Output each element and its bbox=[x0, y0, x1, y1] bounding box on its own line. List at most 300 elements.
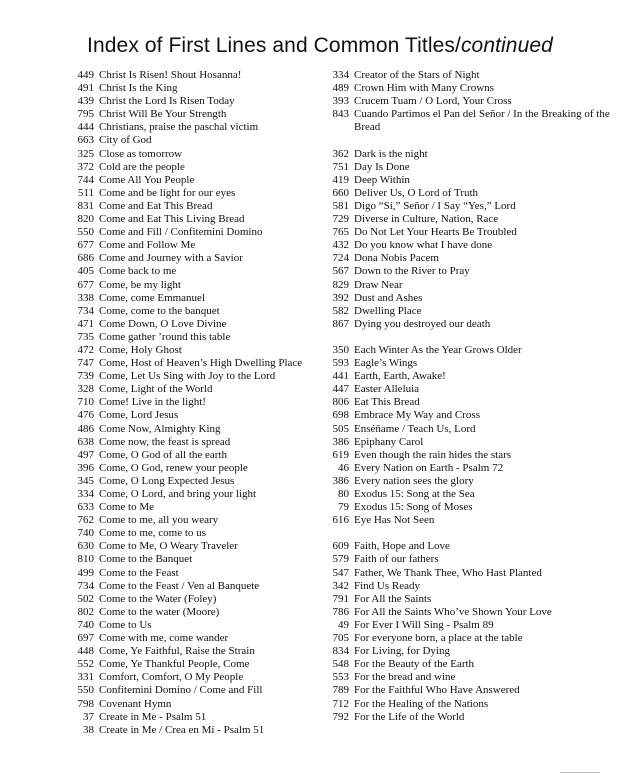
hymn-title: Crown Him with Many Crowns bbox=[354, 82, 494, 95]
index-entry bbox=[315, 580, 635, 593]
hymn-title: Come to Me, O Weary Traveler bbox=[99, 540, 238, 553]
hymn-number: 789 bbox=[332, 684, 349, 697]
index-entry bbox=[60, 580, 310, 593]
hymn-title: Epiphany Carol bbox=[354, 435, 424, 448]
hymn-number: 579 bbox=[332, 553, 349, 566]
hymn-number: 747 bbox=[77, 357, 94, 370]
hymn-title: For Ever I Will Sing - Psalm 89 bbox=[354, 618, 494, 631]
hymn-title: Create in Me - Psalm 51 bbox=[99, 710, 207, 723]
hymn-number: 393 bbox=[332, 95, 349, 108]
hymn-title: For the bread and wine bbox=[354, 671, 456, 684]
hymn-title: Come Down, O Love Divine bbox=[99, 317, 227, 330]
hymn-title: Confitemini Domino / Come and Fill bbox=[99, 684, 263, 697]
hymn-number: 548 bbox=[332, 658, 349, 671]
index-entry bbox=[315, 711, 635, 724]
hymn-number: 567 bbox=[332, 265, 349, 278]
hymn-number: 476 bbox=[77, 409, 94, 422]
hymn-title: Eat This Bread bbox=[354, 396, 420, 409]
index-entry bbox=[60, 645, 310, 658]
hymn-title: City of God bbox=[99, 134, 152, 147]
hymn-number: 350 bbox=[332, 343, 349, 356]
hymn-title: For Living, for Dying bbox=[354, 645, 450, 658]
hymn-number: 491 bbox=[77, 82, 94, 95]
index-entry bbox=[60, 658, 310, 671]
index-entry bbox=[315, 632, 635, 645]
hymn-title: For everyone born, a place at the table bbox=[354, 632, 523, 645]
index-entry bbox=[60, 436, 310, 449]
hymn-number: 795 bbox=[77, 108, 94, 121]
hymn-number: 619 bbox=[332, 448, 349, 461]
title-continued: continued bbox=[460, 34, 553, 57]
hymn-number: 831 bbox=[77, 199, 94, 212]
hymn-title: Christ the Lord Is Risen Today bbox=[99, 95, 235, 108]
hymn-title: For the Life of the World bbox=[354, 710, 465, 723]
hymn-title: Eye Has Not Seen bbox=[354, 514, 435, 527]
index-entry bbox=[60, 396, 310, 409]
hymn-number: 345 bbox=[77, 474, 94, 487]
index-entry bbox=[60, 593, 310, 606]
hymn-title: Come, Holy Ghost bbox=[99, 343, 182, 356]
hymn-title: For the Faithful Who Have Answered bbox=[354, 684, 520, 697]
hymn-number: 471 bbox=[77, 317, 94, 330]
index-entry bbox=[60, 161, 310, 174]
hymn-number: 751 bbox=[332, 160, 349, 173]
index-entry bbox=[60, 449, 310, 462]
hymn-number: 432 bbox=[332, 239, 349, 252]
hymn-number: 829 bbox=[332, 278, 349, 291]
hymn-title: Exodus 15: Song of Moses bbox=[354, 501, 473, 514]
hymn-number: 511 bbox=[77, 186, 94, 199]
hymn-title: Come Now, Almighty King bbox=[99, 422, 221, 435]
hymn-title: Every Nation on Earth - Psalm 72 bbox=[354, 461, 504, 474]
hymn-number: 46 bbox=[338, 461, 349, 474]
footer-rule bbox=[560, 772, 600, 773]
hymn-title: Diverse in Culture, Nation, Race bbox=[354, 213, 499, 226]
hymn-number: 499 bbox=[77, 566, 94, 579]
index-entry bbox=[60, 606, 310, 619]
hymn-number: 505 bbox=[332, 422, 349, 435]
index-column-left bbox=[60, 69, 310, 737]
hymn-title: Come and be light for our eyes bbox=[99, 186, 236, 199]
hymn-title: Every nation sees the glory bbox=[354, 474, 474, 487]
hymn-title: Earth, Earth, Awake! bbox=[354, 370, 446, 383]
index-entry bbox=[315, 318, 635, 331]
hymn-number: 334 bbox=[77, 488, 94, 500]
hymn-number: 609 bbox=[332, 540, 349, 553]
hymn-title: Christ Is the King bbox=[99, 82, 178, 95]
hymn-number: 37 bbox=[83, 710, 94, 723]
hymn-title: Come! Live in the light! bbox=[99, 396, 206, 409]
hymn-number: 38 bbox=[83, 723, 94, 736]
index-entry bbox=[315, 69, 635, 82]
index-entry bbox=[315, 161, 635, 174]
hymn-title: Come to the Water (Foley) bbox=[99, 592, 217, 605]
index-entry bbox=[60, 632, 310, 645]
index-entry bbox=[60, 174, 310, 187]
hymn-number: 338 bbox=[77, 291, 94, 304]
index-entry bbox=[315, 488, 635, 501]
hymn-title: Even though the rain hides the stars bbox=[354, 448, 512, 461]
hymn-title: Day Is Done bbox=[354, 160, 410, 173]
hymn-title: Dark is the night bbox=[354, 147, 428, 160]
hymn-number: 386 bbox=[332, 435, 349, 448]
hymn-number: 386 bbox=[332, 474, 349, 487]
index-entry bbox=[315, 108, 635, 134]
index-entry bbox=[60, 69, 310, 82]
hymn-number: 806 bbox=[332, 396, 349, 409]
hymn-title: Dying you destroyed our death bbox=[354, 317, 491, 330]
hymn-title: Enséñame / Teach Us, Lord bbox=[354, 422, 476, 435]
index-entry bbox=[60, 265, 310, 278]
hymn-title: Dona Nobis Pacem bbox=[354, 252, 439, 265]
hymn-title: Cuando Partimos el Pan del Señor / In the Breaking of the Bread bbox=[354, 108, 610, 134]
hymn-title: Come and Fill / Confitemini Domino bbox=[99, 226, 263, 239]
hymn-number: 334 bbox=[332, 69, 349, 81]
hymn-title: Deep Within bbox=[354, 173, 410, 186]
index-entry bbox=[60, 252, 310, 265]
hymn-number: 734 bbox=[77, 579, 94, 592]
hymn-title: Come to the Banquet bbox=[99, 553, 193, 566]
index-entry bbox=[315, 462, 635, 475]
index-entry bbox=[60, 82, 310, 95]
hymn-title: Come and Eat This Bread bbox=[99, 199, 213, 212]
index-entry bbox=[315, 344, 635, 357]
hymn-number: 502 bbox=[77, 592, 94, 605]
index-entry bbox=[315, 265, 635, 278]
index-entry bbox=[315, 174, 635, 187]
index-entry bbox=[315, 396, 635, 409]
hymn-title: Come, Host of Heaven’s High Dwelling Place bbox=[99, 357, 303, 370]
index-column-right bbox=[315, 69, 635, 724]
index-entry bbox=[60, 148, 310, 161]
index-entry bbox=[60, 501, 310, 514]
hymn-title: Digo “Sí,” Señor / I Say “Yes,” Lord bbox=[354, 199, 516, 212]
hymn-number: 712 bbox=[332, 697, 349, 710]
hymn-number: 593 bbox=[332, 357, 349, 370]
hymn-title: Come now, the feast is spread bbox=[99, 435, 231, 448]
index-entry bbox=[315, 200, 635, 213]
hymn-number: 705 bbox=[332, 632, 349, 645]
hymn-number: 739 bbox=[77, 370, 94, 383]
hymn-number: 581 bbox=[332, 199, 349, 212]
index-entry bbox=[315, 593, 635, 606]
index-entry bbox=[60, 305, 310, 318]
hymn-number: 441 bbox=[332, 370, 349, 383]
hymn-number: 698 bbox=[332, 409, 349, 422]
index-entry bbox=[315, 606, 635, 619]
index-entry bbox=[315, 213, 635, 226]
index-entry bbox=[315, 409, 635, 422]
hymn-number: 396 bbox=[77, 461, 94, 474]
hymn-title: Come and Follow Me bbox=[99, 239, 196, 252]
index-entry bbox=[315, 475, 635, 488]
hymn-number: 486 bbox=[77, 422, 94, 435]
index-entry bbox=[60, 671, 310, 684]
index-entry bbox=[60, 134, 310, 147]
hymn-number: 472 bbox=[77, 343, 94, 356]
hymn-title: Come, Ye Thankful People, Come bbox=[99, 658, 250, 671]
hymn-title: Draw Near bbox=[354, 278, 403, 291]
index-entry bbox=[315, 684, 635, 697]
index-entry bbox=[60, 540, 310, 553]
index-entry bbox=[60, 514, 310, 527]
hymn-title: Covenant Hymn bbox=[99, 697, 172, 710]
hymn-title: Find Us Ready bbox=[354, 579, 420, 592]
index-entry bbox=[315, 567, 635, 580]
hymn-number: 744 bbox=[77, 173, 94, 186]
title-main: Index of First Lines and Common Titles/ bbox=[87, 34, 461, 57]
page-title bbox=[0, 34, 640, 58]
hymn-number: 710 bbox=[77, 396, 94, 409]
hymn-number: 663 bbox=[77, 134, 94, 147]
hymn-number: 372 bbox=[77, 160, 94, 173]
hymn-title: Cold are the people bbox=[99, 160, 185, 173]
index-entry bbox=[60, 711, 310, 724]
hymn-number: 798 bbox=[77, 697, 94, 710]
hymn-number: 49 bbox=[338, 618, 349, 631]
hymn-number: 448 bbox=[77, 645, 94, 658]
index-entry bbox=[315, 540, 635, 553]
hymn-number: 762 bbox=[77, 514, 94, 527]
hymn-number: 362 bbox=[332, 147, 349, 160]
hymn-title: Come to me, all you weary bbox=[99, 514, 219, 527]
hymn-number: 80 bbox=[338, 488, 349, 500]
index-entry bbox=[60, 553, 310, 566]
hymn-title: Faith of our fathers bbox=[354, 553, 439, 566]
index-entry bbox=[315, 383, 635, 396]
hymn-number: 489 bbox=[332, 82, 349, 95]
index-entry bbox=[315, 148, 635, 161]
index-entry bbox=[60, 213, 310, 226]
hymn-title: Come, be my light bbox=[99, 278, 181, 291]
hymn-number: 616 bbox=[332, 514, 349, 527]
hymn-title: Come to the Feast / Ven al Banquete bbox=[99, 579, 260, 592]
hymn-title: Come, O God, renew your people bbox=[99, 461, 248, 474]
hymn-title: Come to the Feast bbox=[99, 566, 179, 579]
hymn-title: Come, O Lord, and bring your light bbox=[99, 488, 257, 500]
hymn-number: 802 bbox=[77, 605, 94, 618]
index-entry bbox=[315, 645, 635, 658]
index-entry bbox=[315, 305, 635, 318]
hymn-number: 328 bbox=[77, 383, 94, 396]
hymn-title: Crucem Tuam / O Lord, Your Cross bbox=[354, 95, 512, 108]
index-entry bbox=[60, 239, 310, 252]
hymn-title: Come, Let Us Sing with Joy to the Lord bbox=[99, 370, 276, 383]
hymn-number: 439 bbox=[77, 95, 94, 108]
hymn-number: 547 bbox=[332, 566, 349, 579]
hymn-number: 810 bbox=[77, 553, 94, 566]
index-entry bbox=[315, 279, 635, 292]
index-entry bbox=[315, 553, 635, 566]
hymn-title: Father, We Thank Thee, Who Hast Planted bbox=[354, 566, 542, 579]
index-entry bbox=[60, 619, 310, 632]
hymn-title: Dwelling Place bbox=[354, 304, 422, 317]
index-entry bbox=[60, 187, 310, 200]
hymn-number: 550 bbox=[77, 226, 94, 239]
index-entry bbox=[60, 567, 310, 580]
index-entry bbox=[60, 200, 310, 213]
index-entry bbox=[60, 409, 310, 422]
index-entry bbox=[315, 619, 635, 632]
hymn-number: 582 bbox=[332, 304, 349, 317]
index-entry bbox=[315, 449, 635, 462]
hymn-title: Do Not Let Your Hearts Be Troubled bbox=[354, 226, 517, 239]
hymn-number: 405 bbox=[77, 265, 94, 278]
index-entry bbox=[315, 658, 635, 671]
hymn-number: 735 bbox=[77, 330, 94, 343]
hymn-title: Come, Light of the World bbox=[99, 383, 213, 396]
index-entry bbox=[60, 423, 310, 436]
hymn-title: For All the Saints bbox=[354, 592, 432, 605]
hymn-title: For All the Saints Who’ve Shown Your Love bbox=[354, 605, 552, 618]
hymn-number: 392 bbox=[332, 291, 349, 304]
hymn-title: Come, O God of all the earth bbox=[99, 448, 227, 461]
hymn-title: Embrace My Way and Cross bbox=[354, 409, 480, 422]
hymn-number: 331 bbox=[77, 671, 94, 684]
index-entry bbox=[60, 527, 310, 540]
hymn-number: 497 bbox=[77, 448, 94, 461]
hymn-number: 633 bbox=[77, 501, 94, 514]
index-entry bbox=[60, 724, 310, 737]
section-gap bbox=[315, 134, 635, 147]
hymn-number: 552 bbox=[77, 658, 94, 671]
section-gap bbox=[315, 331, 635, 344]
hymn-title: Come to me, come to us bbox=[99, 527, 206, 540]
hymn-title: For the Beauty of the Earth bbox=[354, 658, 475, 671]
hymn-title: Deliver Us, O Lord of Truth bbox=[354, 186, 479, 199]
index-entry bbox=[315, 239, 635, 252]
hymn-title: Come, Lord Jesus bbox=[99, 409, 179, 422]
hymn-title: Come to Me bbox=[99, 501, 154, 514]
index-entry bbox=[315, 357, 635, 370]
index-entry bbox=[60, 462, 310, 475]
index-entry bbox=[315, 82, 635, 95]
index-entry bbox=[60, 475, 310, 488]
hymn-title: Close as tomorrow bbox=[99, 147, 183, 160]
hymn-title: Come with me, come wander bbox=[99, 632, 229, 645]
hymn-number: 834 bbox=[332, 645, 349, 658]
hymn-number: 697 bbox=[77, 632, 94, 645]
hymn-number: 686 bbox=[77, 252, 94, 265]
hymn-number: 792 bbox=[332, 710, 349, 723]
hymn-number: 444 bbox=[77, 121, 94, 134]
hymn-title: Create in Me / Crea en Mí - Psalm 51 bbox=[99, 723, 265, 736]
hymn-title: Dust and Ashes bbox=[354, 291, 423, 304]
hymn-title: Creator of the Stars of Night bbox=[354, 69, 480, 81]
hymn-number: 630 bbox=[77, 540, 94, 553]
hymn-title: Come, come Emmanuel bbox=[99, 291, 205, 304]
index-entry bbox=[60, 488, 310, 501]
index-entry bbox=[60, 331, 310, 344]
hymn-title: Come and Journey with a Savior bbox=[99, 252, 243, 265]
hymn-title: Down to the River to Pray bbox=[354, 265, 470, 278]
hymn-number: 765 bbox=[332, 226, 349, 239]
index-entry bbox=[60, 370, 310, 383]
hymn-number: 550 bbox=[77, 684, 94, 697]
index-entry bbox=[60, 226, 310, 239]
index-entry bbox=[60, 108, 310, 121]
index-entry bbox=[60, 698, 310, 711]
hymn-title: Come and Eat This Living Bread bbox=[99, 213, 245, 226]
hymn-number: 553 bbox=[332, 671, 349, 684]
hymn-number: 677 bbox=[77, 278, 94, 291]
section-gap bbox=[315, 527, 635, 540]
index-entry bbox=[60, 357, 310, 370]
hymn-title: Come, O Long Expected Jesus bbox=[99, 474, 235, 487]
hymn-number: 740 bbox=[77, 618, 94, 631]
hymn-number: 447 bbox=[332, 383, 349, 396]
hymn-number: 867 bbox=[332, 317, 349, 330]
index-entry bbox=[315, 252, 635, 265]
index-entry bbox=[60, 318, 310, 331]
hymn-title: Come All You People bbox=[99, 173, 195, 186]
hymn-number: 786 bbox=[332, 605, 349, 618]
hymn-title: Come, Ye Faithful, Raise the Strain bbox=[99, 645, 255, 658]
hymn-title: Each Winter As the Year Grows Older bbox=[354, 343, 522, 356]
hymn-number: 843 bbox=[332, 108, 349, 121]
index-entry bbox=[315, 292, 635, 305]
hymn-number: 734 bbox=[77, 304, 94, 317]
index-entry bbox=[315, 95, 635, 108]
hymn-title: Come to the water (Moore) bbox=[99, 605, 220, 618]
index-entry bbox=[315, 698, 635, 711]
index-entry bbox=[315, 671, 635, 684]
hymn-title: Come, come to the banquet bbox=[99, 304, 220, 317]
index-entry bbox=[315, 370, 635, 383]
index-entry bbox=[315, 501, 635, 514]
hymn-number: 638 bbox=[77, 435, 94, 448]
hymn-number: 660 bbox=[332, 186, 349, 199]
hymn-title: Christians, praise the paschal victim bbox=[99, 121, 259, 134]
hymn-number: 677 bbox=[77, 239, 94, 252]
hymn-title: Comfort, Comfort, O My People bbox=[99, 671, 244, 684]
hymn-number: 342 bbox=[332, 579, 349, 592]
hymn-title: Christ Will Be Your Strength bbox=[99, 108, 227, 121]
hymn-title: Christ Is Risen! Shout Hosanna! bbox=[99, 69, 242, 81]
index-entry bbox=[60, 344, 310, 357]
index-entry bbox=[60, 383, 310, 396]
hymn-number: 740 bbox=[77, 527, 94, 540]
hymn-number: 419 bbox=[332, 173, 349, 186]
hymn-number: 449 bbox=[77, 69, 94, 81]
hymn-number: 724 bbox=[332, 252, 349, 265]
hymn-title: For the Healing of the Nations bbox=[354, 697, 489, 710]
hymn-title: Exodus 15: Song at the Sea bbox=[354, 488, 475, 500]
hymn-number: 820 bbox=[77, 213, 94, 226]
hymn-title: Do you know what I have done bbox=[354, 239, 493, 252]
hymn-title: Come gather ’round this table bbox=[99, 330, 231, 343]
index-entry bbox=[315, 514, 635, 527]
hymn-title: Come to Us bbox=[99, 618, 152, 631]
hymn-title: Come back to me bbox=[99, 265, 177, 278]
index-entry bbox=[60, 292, 310, 305]
hymn-title: Faith, Hope and Love bbox=[354, 540, 450, 553]
hymn-number: 79 bbox=[338, 501, 349, 514]
index-entry bbox=[315, 423, 635, 436]
index-entry bbox=[315, 226, 635, 239]
index-entry bbox=[60, 95, 310, 108]
hymn-title: Easter Alleluia bbox=[354, 383, 420, 396]
hymn-number: 325 bbox=[77, 147, 94, 160]
hymn-title: Eagle’s Wings bbox=[354, 357, 418, 370]
index-entry bbox=[315, 187, 635, 200]
index-entry bbox=[60, 279, 310, 292]
index-entry bbox=[60, 121, 310, 134]
index-entry bbox=[315, 436, 635, 449]
hymn-number: 729 bbox=[332, 213, 349, 226]
hymn-number: 791 bbox=[332, 592, 349, 605]
index-entry bbox=[60, 684, 310, 697]
